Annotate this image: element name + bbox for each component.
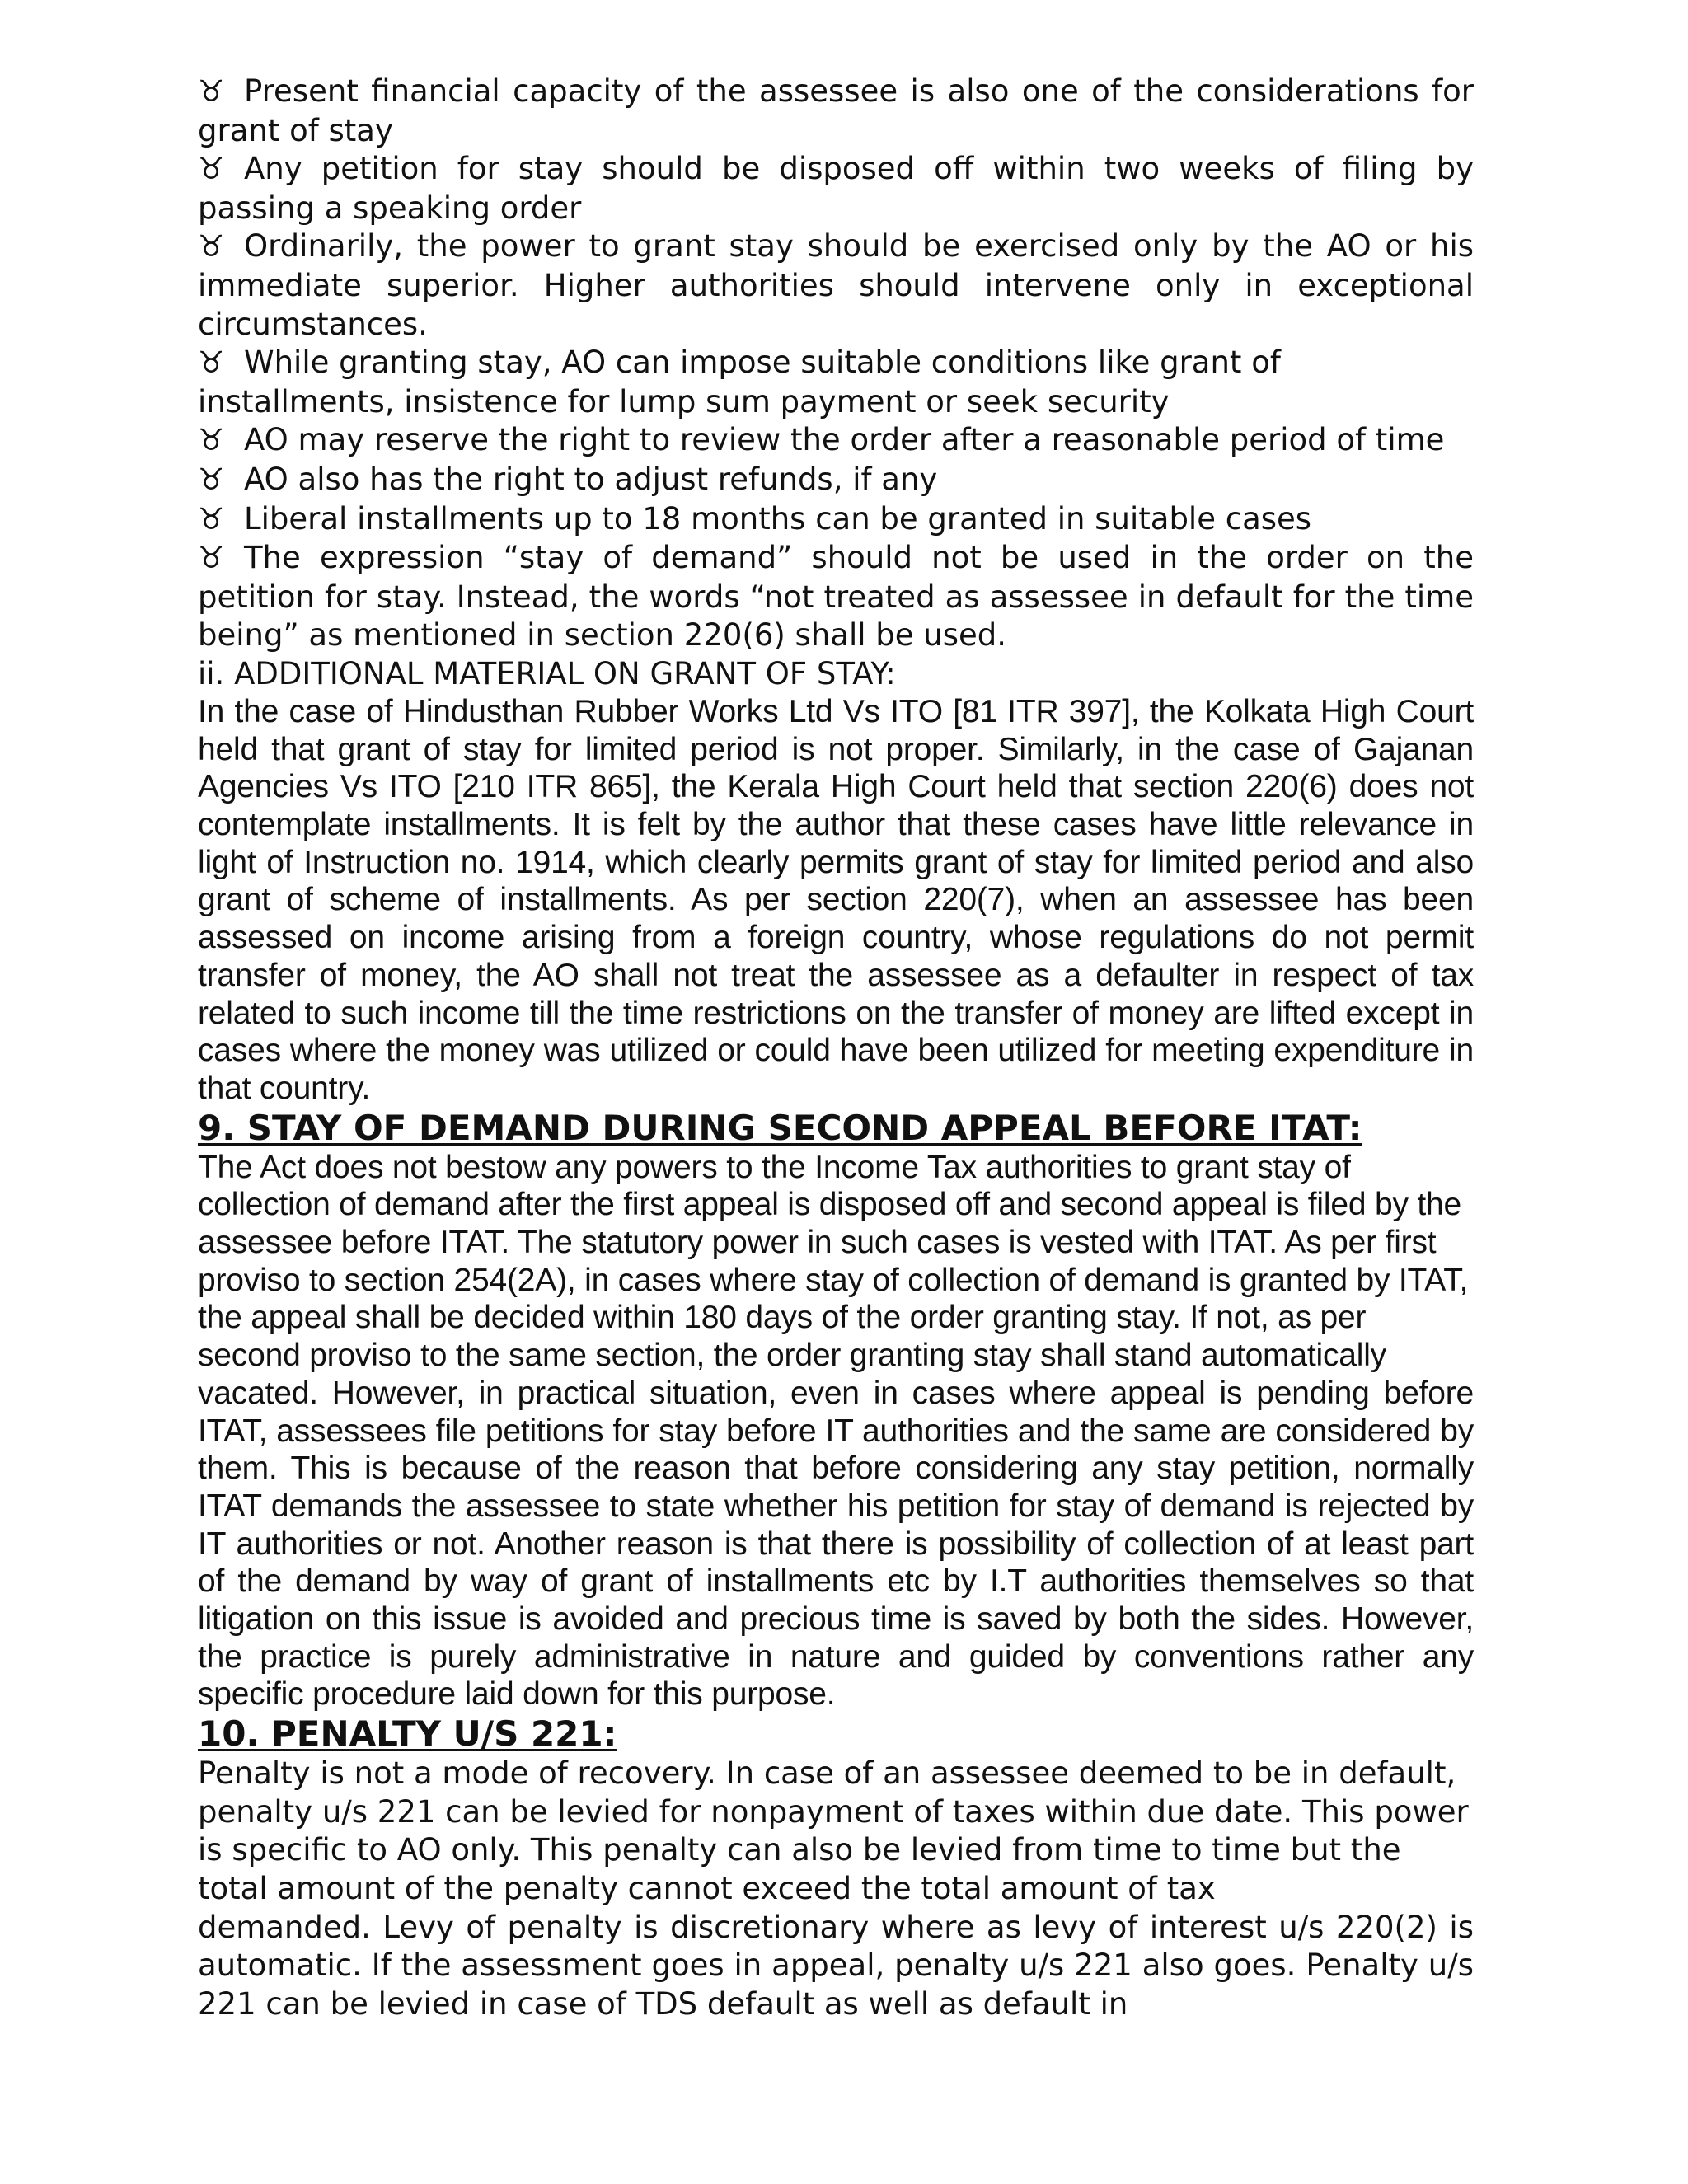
list-item: ♉ Ordinarily, the power to grant stay should be exercised only by the AO or his immediate superior. Higher authorities should intervene only in exceptional circumstances. [198,228,1474,342]
additional-material-paragraph: In the case of Hindusthan Rubber Works Ltd Vs ITO [81 ITR 397], the Kolkata High Court held that grant of stay for limited period is not proper. Similarly, in the case of Gajanan Agencies Vs ITO [210 ITR 865], the Kerala High Court held that section 220(6) does not contemplate installments. It is felt by the author that these cases have little relevance in light of Instruction no. 1914, which clearly permits grant of stay for limited period and also grant of scheme of installments. As per section 220(7), when an assessee has been assessed on income arising from a foreign country, whose regulations do not permit transfer of money, the AO shall not treat the assessee as a defaulter in respect of tax related to such income till the time restrictions on the transfer of money are lifted except in cases where the money was utilized or could have been utilized for meeting expenditure in that country. [198,693,1474,1106]
taurus-bullet-icon: ♉ [198,462,225,497]
list-item: ♉ Present financial capacity of the assessee is also one of the considerations for grant of stay [198,73,1474,148]
taurus-bullet-icon: ♉ [198,75,225,109]
document-page [198,73,1474,2023]
additional-material-subheading: ii. ADDITIONAL MATERIAL ON GRANT OF STAY: [198,655,896,691]
section-10-paragraph-part1: Penalty is not a mode of recovery. In case of an assessee deemed to be in default, penalty u/s 221 can be levied for nonpayment of taxes within due date. This power is specific to AO only. This penalty can also be levied from time to time but the total amount of the penalty cannot exceed the total amount of tax [198,1755,1469,1906]
taurus-bullet-icon: ♉ [198,230,225,265]
list-item: ♉ Liberal installments up to 18 months can be granted in suitable cases [198,500,1474,540]
list-item: ♉ The expression “stay of demand” should not be used in the order on the petition for stay. Instead, the words “not treated as assessee in default for the time being” as mentioned in section 220(6) shall be used. [198,540,1474,654]
taurus-bullet-icon: ♉ [198,502,225,537]
section-9-paragraph-part2: vacated. However, in practical situation, even in cases where appeal is pending before ITAT, assessees file petitions for stay before IT authorities and the same are considered by them. This is because of the reason that before considering any stay petition, normally ITAT demands the assessee to state whether his petition for stay of demand is rejected by IT authorities or not. Another reason is that there is possibility of collection of at least part of the demand by way of grant of installments etc by I.T authorities themselves so that litigation on this issue is avoided and precious time is saved by both the sides. However, the practice is purely administrative in nature and guided by conventions rather any specific procedure laid down for this purpose. [198,1375,1474,1713]
taurus-bullet-icon: ♉ [198,346,225,381]
section-9-paragraph-part1: The Act does not bestow any powers to the Income Tax authorities to grant stay of collection of demand after the first appeal is disposed off and second appeal is filed by the assessee before ITAT. The statutory power in such cases is vested with ITAT. As per first proviso to section 254(2A), in cases where stay of collection of demand is granted by ITAT, the appeal shall be decided within 180 days of the order granting stay. If not, as per second proviso to the same section, the order granting stay shall stand automatically [198,1149,1469,1374]
stay-guidelines-list [198,73,1474,655]
list-item: ♉ AO may reserve the right to review the order after a reasonable period of time [198,421,1474,461]
list-item: ♉ While granting stay, AO can impose suitable conditions like grant of installments, insistence for lump sum payment or seek security [198,344,1281,419]
list-item: ♉ Any petition for stay should be disposed off within two weeks of filing by passing a speaking order [198,151,1474,226]
taurus-bullet-icon: ♉ [198,152,225,187]
section-9-heading: 9. STAY OF DEMAND DURING SECOND APPEAL BEFORE ITAT: [198,1107,1362,1148]
list-item: ♉ AO also has the right to adjust refunds, if any [198,461,1474,500]
taurus-bullet-icon: ♉ [198,541,225,576]
section-10-paragraph-part2: demanded. Levy of penalty is discretionary where as levy of interest u/s 220(2) is automatic. If the assessment goes in appeal, penalty u/s 221 also goes. Penalty u/s 221 can be levied in case of TDS default as well as default in [198,1909,1474,2022]
section-10-heading: 10. PENALTY U/S 221: [198,1713,617,1755]
taurus-bullet-icon: ♉ [198,424,225,458]
